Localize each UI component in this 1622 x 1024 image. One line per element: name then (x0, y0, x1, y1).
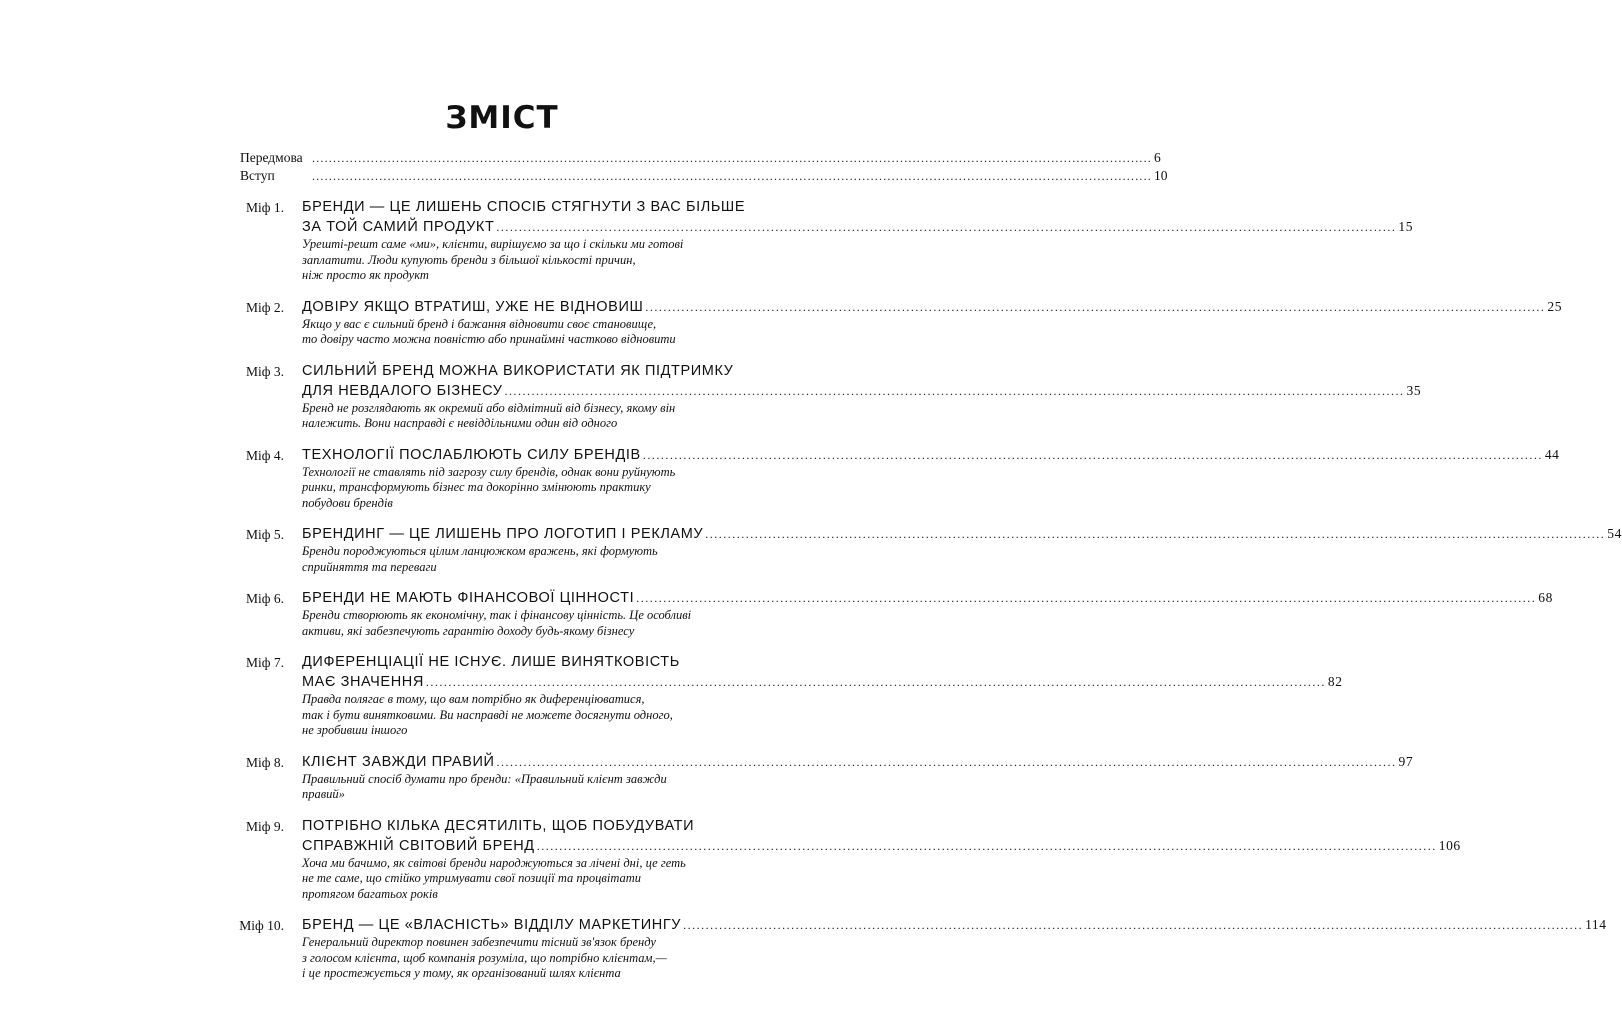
myth-number: Міф 9. (245, 818, 284, 834)
myth-heading-text: ЗА ТОЙ САМИЙ ПРОДУКТ (302, 219, 495, 235)
myth-description-line: Хоча ми бачимо, як світові бренди народжуються за лічені дні, це геть (302, 855, 686, 870)
myth-heading-line-with-page (302, 672, 1343, 692)
myth-description-line: Генеральний директор повинен забезпечити тісний зв'язок бренду (302, 935, 656, 949)
dot-leader: ........................................................................................................................................................................................................ (312, 169, 1152, 183)
myth-description-line: то довіру часто можна повністю або принаймні частково відновити (302, 332, 676, 346)
dot-leader: ........................................................................................................................................................................................................ (536, 838, 1437, 853)
myth-description-line: протягом багатьох років (302, 886, 438, 901)
toc-page-number: 6 (1154, 150, 1161, 165)
myth-number: Міф 8. (245, 754, 284, 770)
toc-page-number: 106 (1438, 837, 1461, 853)
myth-heading-text: ДЛЯ НЕВДАЛОГО БІЗНЕСУ (302, 382, 503, 399)
myth-description-line: належить. Вони насправді є невіддільними один від одного (302, 416, 618, 430)
myth-body (302, 361, 1422, 432)
myth-number: Міф 1. (245, 200, 284, 215)
myth-description-line: не зробивши іншого (302, 723, 408, 737)
myth-body (302, 588, 1553, 639)
myth-description-line: Бренди створюють як економічну, так і фінансову цінність. Це особливі (302, 608, 692, 622)
myth-heading-line: СИЛЬНИЙ БРЕНД МОЖНА ВИКОРИСТАТИ ЯК ПІДТРИМКУ (302, 362, 734, 379)
myth-description-line: побудови брендів (302, 495, 393, 510)
toc-page-number: 44 (1544, 446, 1560, 462)
dot-leader: ........................................................................................................................................................................................................ (504, 383, 1405, 398)
myth-description-line: з голосом клієнта, щоб компанія розуміла, що потрібно клієнтам,— (302, 950, 667, 965)
dot-leader: ........................................................................................................................................................................................................ (312, 151, 1152, 165)
myth-heading-line-with-page (302, 217, 1414, 237)
myth-description-line: заплатити. Люди купують бренди з більшої кількості причин, (302, 252, 636, 267)
myth-description-line: Технології не ставлять під загрозу силу брендів, однак вони руйнують (302, 464, 676, 479)
myth-description-line: Бренд не розглядають як окремий або відмітний від бізнесу, якому він (302, 400, 676, 415)
myth-description-line: ніж просто як продукт (302, 268, 429, 282)
myth-heading-line: ДИФЕРЕНЦІАЦІЇ НЕ ІСНУЄ. ЛИШЕ ВИНЯТКОВІСТЬ (302, 654, 680, 670)
dot-leader: ........................................................................................................................................................................................................ (683, 918, 1584, 932)
toc-entry-label: Вступ (240, 168, 275, 183)
myth-body (302, 524, 1622, 575)
toc-page-number: 10 (1154, 168, 1168, 183)
toc-page-number: 35 (1406, 382, 1422, 398)
dot-leader: ........................................................................................................................................................................................................ (642, 447, 1543, 462)
myth-heading-line: ПОТРІБНО КІЛЬКА ДЕСЯТИЛІТЬ, ЩОБ ПОБУДУВАТИ (302, 817, 695, 834)
myth-heading-line-with-page (302, 836, 1461, 856)
myth-description-line: не те саме, що стійко утримувати свої позиції та процвітати (302, 871, 642, 885)
myth-number: Міф 4. (245, 447, 284, 463)
myth-description-line: активи, які забезпечують гарантію доходу будь-якому бізнесу (302, 623, 635, 638)
toc-page-number: 68 (1538, 590, 1553, 605)
toc-page-number: 114 (1585, 917, 1607, 932)
myth-number: Міф 3. (245, 363, 284, 379)
myth-heading-text: БРЕНДИНГ — ЦЕ ЛИШЕНЬ ПРО ЛОГОТИП І РЕКЛАМУ (302, 526, 704, 542)
myth-description-line: Якщо у вас є сильний бренд і бажання відновити своє становище, (302, 316, 657, 331)
myth-heading-text: БРЕНД — ЦЕ «ВЛАСНІСТЬ» ВІДДІЛУ МАРКЕТИНГУ (302, 917, 682, 933)
myth-heading-line-with-page (302, 445, 1560, 465)
toc-page-number: 15 (1398, 219, 1414, 234)
toc-entry-myth[interactable] (0, 297, 1563, 348)
myth-description-line: Урешті-решт саме «ми», клієнти, вирішуємо за що і скільки ми готові (302, 237, 684, 251)
myth-heading-line-with-page (302, 588, 1553, 608)
toc-entry-myth[interactable] (0, 652, 1343, 739)
toc-entry-leader (310, 167, 1168, 185)
myth-description-line: Правда полягає в тому, що вам потрібно як диференціюватися, (302, 692, 645, 706)
toc-page-number: 82 (1327, 674, 1343, 689)
myth-body (302, 197, 1414, 284)
toc-entry-label: Передмова (240, 150, 303, 165)
myth-description-line: так і бути винятковими. Ви насправді не можете досягнути одного, (302, 707, 673, 722)
myth-list (0, 197, 1622, 982)
table-of-contents (0, 149, 1622, 982)
toc-page-number: 54 (1607, 526, 1622, 541)
dot-leader: ........................................................................................................................................................................................................ (636, 591, 1537, 605)
myth-heading-text: КЛІЄНТ ЗАВЖДИ ПРАВИЙ (302, 753, 495, 770)
myth-body (302, 652, 1343, 739)
toc-entry-leader (310, 149, 1161, 167)
myth-description-line: ринки, трансформують бізнес та докорінно змінюють практику (302, 480, 651, 494)
myth-heading-line-with-page (302, 381, 1422, 401)
myth-number: Міф 7. (245, 655, 284, 670)
toc-entry-myth[interactable] (0, 524, 1622, 575)
toc-entry-myth[interactable] (0, 915, 1607, 982)
myth-description-line: правий» (302, 787, 345, 801)
myth-number: Міф 10. (239, 918, 284, 933)
dot-leader: ........................................................................................................................................................................................................ (645, 299, 1546, 314)
toc-entry-myth[interactable] (0, 752, 1414, 803)
myth-body (302, 915, 1607, 982)
myth-heading-line-with-page (302, 297, 1563, 317)
toc-page-number: 97 (1398, 753, 1414, 769)
myth-heading-line-with-page (302, 752, 1414, 772)
myth-heading-text: БРЕНДИ НЕ МАЮТЬ ФІНАНСОВОЇ ЦІННОСТІ (302, 590, 635, 606)
dot-leader: ........................................................................................................................................................................................................ (496, 754, 1397, 769)
myth-heading-text: ТЕХНОЛОГІЇ ПОСЛАБЛЮЮТЬ СИЛУ БРЕНДІВ (302, 446, 641, 463)
toc-entry-myth[interactable] (0, 588, 1553, 639)
myth-body (302, 297, 1563, 348)
myth-number: Міф 5. (245, 527, 284, 542)
page-title: ЗМІСТ (445, 100, 559, 136)
myth-heading-line-with-page (302, 915, 1607, 935)
dot-leader: ........................................................................................................................................................................................................ (496, 220, 1397, 234)
myth-number: Міф 2. (245, 299, 284, 315)
toc-entry-myth[interactable] (0, 445, 1560, 512)
toc-page-number: 25 (1547, 298, 1563, 314)
myth-description-line: і це простежується у тому, як організований шлях клієнта (302, 966, 621, 980)
toc-entry-myth[interactable] (0, 361, 1422, 432)
toc-entry-myth[interactable] (0, 197, 1414, 284)
myth-number: Міф 6. (245, 591, 284, 606)
toc-entry-intro[interactable] (0, 167, 1168, 185)
myth-body (302, 445, 1560, 512)
dot-leader: ........................................................................................................................................................................................................ (425, 675, 1326, 689)
myth-body (302, 816, 1461, 903)
myth-heading-text: СПРАВЖНІЙ СВІТОВИЙ БРЕНД (302, 837, 535, 854)
myth-heading-line: БРЕНДИ — ЦЕ ЛИШЕНЬ СПОСІБ СТЯГНУТИ З ВАС БІЛЬШЕ (302, 199, 746, 215)
myth-heading-text: ДОВІРУ ЯКЩО ВТРАТИШ, УЖЕ НЕ ВІДНОВИШ (302, 298, 644, 315)
myth-description-line: Бренди породжуються цілим ланцюжком вражень, які формують (302, 544, 658, 558)
myth-description-line: сприйняття та переваги (302, 559, 437, 574)
dot-leader: ........................................................................................................................................................................................................ (705, 527, 1606, 541)
myth-body (302, 752, 1414, 803)
myth-heading-line-with-page (302, 524, 1622, 544)
myth-heading-text: МАЄ ЗНАЧЕННЯ (302, 674, 424, 690)
myth-description-line: Правильний спосіб думати про бренди: «Правильний клієнт завжди (302, 771, 667, 786)
toc-entry-preface[interactable] (0, 149, 1161, 167)
toc-entry-myth[interactable] (0, 816, 1461, 903)
